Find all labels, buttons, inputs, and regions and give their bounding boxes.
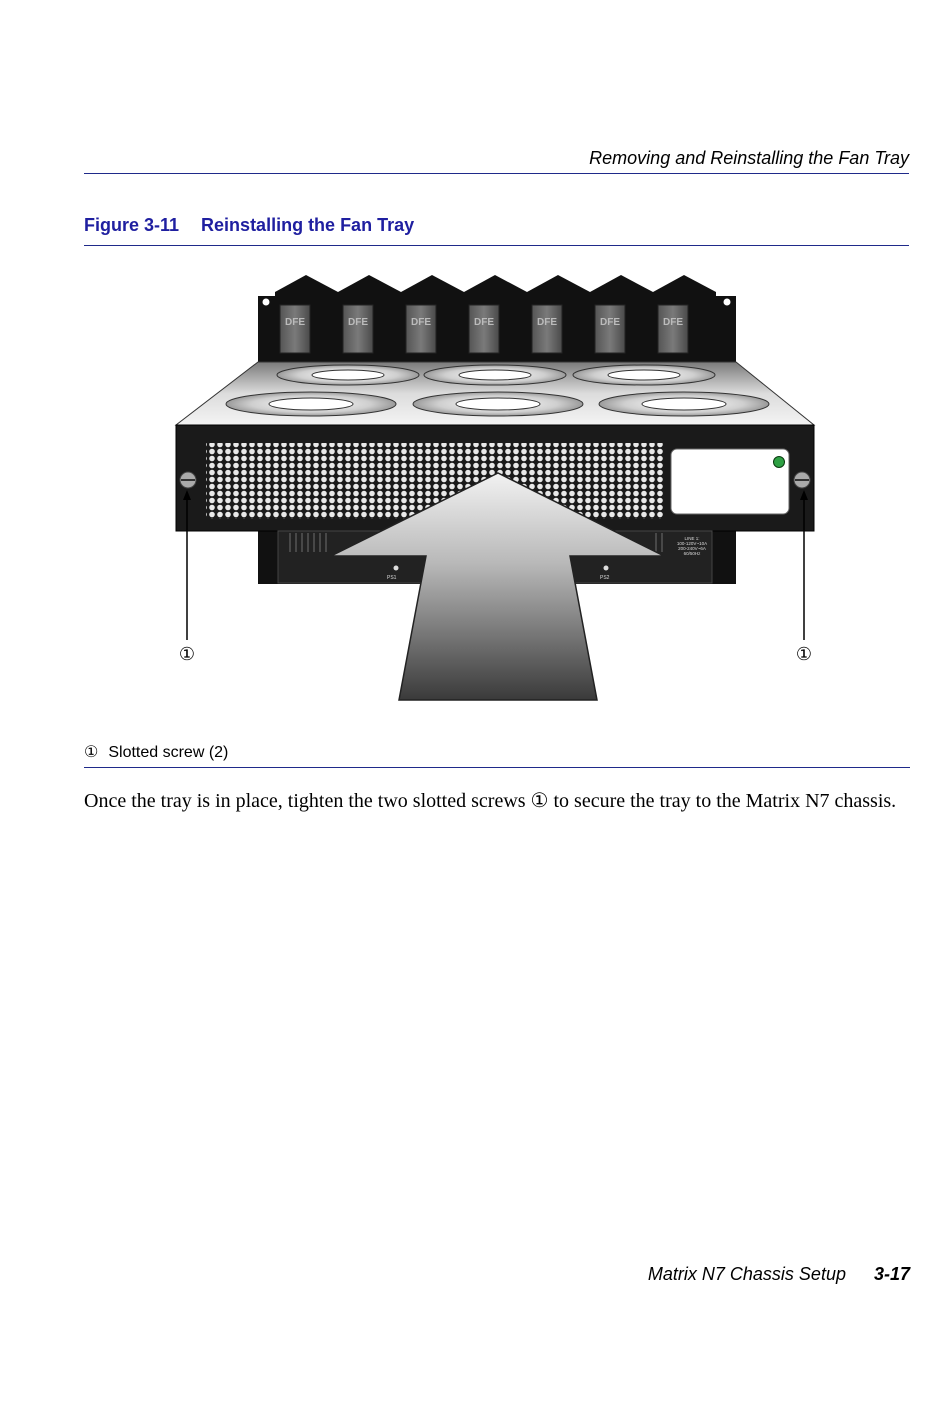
legend-number: ① [84,744,99,761]
svg-text:LINE 1:: LINE 1: [684,536,700,541]
caption-rule [84,245,909,246]
body-paragraph [84,789,904,814]
psu-right-label: PS2 [600,575,610,581]
paragraph-text-start: Once the tray is in place, tighten the two slotted screws [84,790,531,812]
figure-caption [84,215,414,236]
psu-left-label: PS1 [387,575,397,581]
dfe-module [275,275,338,365]
dfe-modules [275,275,716,365]
dfe-module [653,275,716,365]
page-number: 3-17 [873,1264,910,1284]
dfe-module [590,275,653,365]
dfe-module [527,275,590,365]
figure-number: Figure 3-11 [84,215,180,235]
figure-title: Reinstalling the Fan Tray [201,215,415,235]
callout-number: ① [178,644,196,664]
running-head: Removing and Reinstalling the Fan Tray [589,148,909,168]
svg-text:60/50Hz: 60/50Hz [683,551,701,556]
dfe-label: DFE [600,317,620,328]
status-panel [671,449,789,514]
svg-text:200-240V~6A: 200-240V~6A [678,546,706,551]
paragraph-text-end: to secure the tray to the Matrix N7 chassis. [548,790,897,812]
dfe-label: DFE [348,317,368,328]
status-led-icon [774,457,785,468]
page-footer [648,1264,910,1285]
dfe-label: DFE [474,317,494,328]
mount-hole-icon [263,299,270,306]
legend-text: Slotted screw (2) [108,744,229,761]
dfe-module [338,275,401,365]
paragraph-callout: ① [530,790,549,812]
dfe-module [401,275,464,365]
footer-book-title: Matrix N7 Chassis Setup [647,1264,846,1284]
dfe-label: DFE [285,317,305,328]
dfe-module [464,275,527,365]
svg-text:100-120V~10A: 100-120V~10A [676,541,708,546]
callout-number: ① [795,644,813,664]
legend-rule [84,767,910,768]
fan-tray-illustration [170,270,820,710]
dfe-label: DFE [663,317,683,328]
header-rule [84,173,909,174]
mount-hole-icon [724,299,731,306]
legend-item [84,742,228,762]
dfe-label: DFE [537,317,557,328]
dfe-label: DFE [411,317,431,328]
